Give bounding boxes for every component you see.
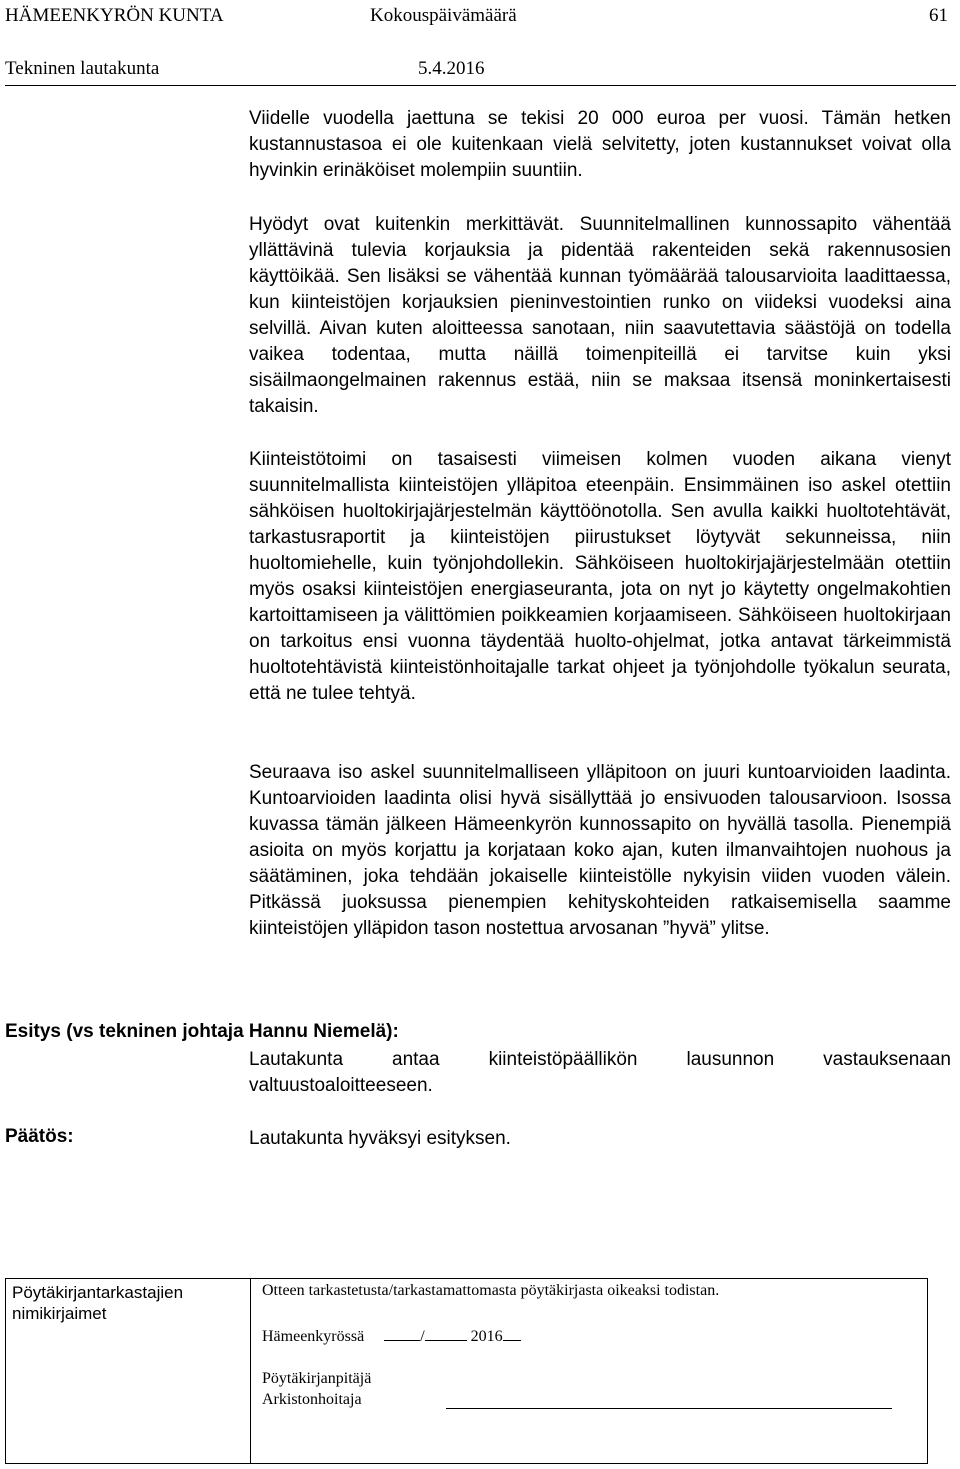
header-rule — [5, 85, 956, 86]
signature-line — [446, 1394, 892, 1409]
month-blank — [425, 1326, 467, 1341]
meeting-date: 5.4.2016 — [418, 58, 485, 79]
certification-statement: Otteen tarkastetusta/tarkastamattomasta pöytäkirjasta oikeaksi todistan. — [262, 1282, 720, 1299]
meeting-date-label: Kokouspäivämäärä — [370, 5, 517, 26]
certification-footer — [5, 1278, 928, 1464]
body-paragraph-4: Seuraava iso askel suunnitelmalliseen ylläpitoon on juuri kuntoarvioiden laadinta. Kuntoarvioiden laadinta olisi hyvä sisällyttää jo ensivuoden talousarvioon. Isossa kuvassa tämän jälkeen Hämeenkyrön kunnossapito on hyvällä tasolla. Pienempiä asioita on myös korjattu ja korjataan koko ajan, kuten ilmanvaihtojen nuohous ja säätäminen, joka tehdään jokaiselle kiinteistölle nykyisin viiden vuoden välein. Pitkässä juoksussa pienempien kehityskohteiden ratkaisemisella saamme kiinteistöjen ylläpidon tason nostettua arvosanan ”hyvä” ylitse. — [249, 762, 951, 939]
role-secretary: Pöytäkirjanpitäjä — [262, 1370, 372, 1387]
role-archivist: Arkistonhoitaja — [262, 1391, 362, 1408]
date-slash: / — [420, 1328, 425, 1345]
esitys-text: Lautakunta antaa kiinteistöpäällikön lausunnon vastauksenaan valtuustoaloitteeseen. — [249, 1049, 951, 1096]
footer-divider — [250, 1279, 251, 1463]
body-paragraph-1: Viidelle vuodella jaettuna se tekisi 20 000 euroa per vuosi. Tämän hetken kustannustasoa ei ole kuitenkaan vielä selvitetty, joten kustannukset voivat olla hyvinkin erinäköiset molempiin suuntiin. — [249, 108, 951, 181]
signers-initials-label: Pöytäkirjantarkastajien nimikirjaimet — [12, 1283, 184, 1323]
place-name: Hämeenkyrössä — [262, 1328, 365, 1345]
esitys-label: Esitys (vs tekninen johtaja Hannu Niemelä): — [5, 1021, 399, 1042]
year: 2016 — [470, 1328, 503, 1345]
body-paragraph-3: Kiinteistötoimi on tasaisesti viimeisen kolmen vuoden aikana vienyt suunnitelmallista kiinteistöjen ylläpitoa eteenpäin. Ensimmäinen iso askel otettiin sähköisen huoltokirjajärjestelmän käyttöönotolla. Sen avulla kaikki huoltotehtävät, tarkastusraportit ja kiinteistöjen piirustukset löytyvät sekunneissa, niin huoltomiehelle, kuin työnjohdollekin. Sähköiseen huoltokirjajärjestelmään otettiin myös osaksi kiinteistöjen energiaseuranta, jota on nyt jo käytetty ongelmakohtien kartoittamiseen ja välittömien poikkeamien korjaamiseen. Sähköiseen huoltokirjaan on tarkoitus ensi vuonna täydentää huolto-ohjelmat, jotka antavat tärkeimmistä huoltotehtävistä kiinteistönhoitajalle tarkat ohjeet ja työnjohdolle työkalun seurata, että ne tulee tehtyä. — [249, 449, 951, 704]
paatos-label: Päätös: — [5, 1126, 74, 1147]
body-paragraph-2: Hyödyt ovat kuitenkin merkittävät. Suunnitelmallinen kunnossapito vähentää yllättävinä tulevia korjauksia ja pidentää rakenteiden sekä rakennusosien käyttöikää. Sen lisäksi se vähentää kunnan työmäärää talousarvioita laadittaessa, kun kiinteistöjen korjauksien pieninvestointien runko on viideksi vuodeksi aina selvillä. Aivan kuten aloitteessa sanotaan, niin saavutettavia säästöjä on todella vaikea todentaa, mutta näillä toimenpiteillä ei tarvitse kuin yksi sisäilmaongelmainen rakennus estää, niin se maksaa itsensä moninkertaisesti takaisin. — [249, 214, 951, 417]
committee-name: Tekninen lautakunta — [5, 58, 160, 79]
page-number: 61 — [929, 5, 948, 26]
paatos-text: Lautakunta hyväksyi esityksen. — [249, 1128, 511, 1149]
municipality-name: HÄMEENKYRÖN KUNTA — [5, 5, 224, 26]
place-date-line — [262, 1326, 521, 1346]
year-suffix-blank — [503, 1326, 521, 1341]
day-blank — [384, 1326, 420, 1341]
